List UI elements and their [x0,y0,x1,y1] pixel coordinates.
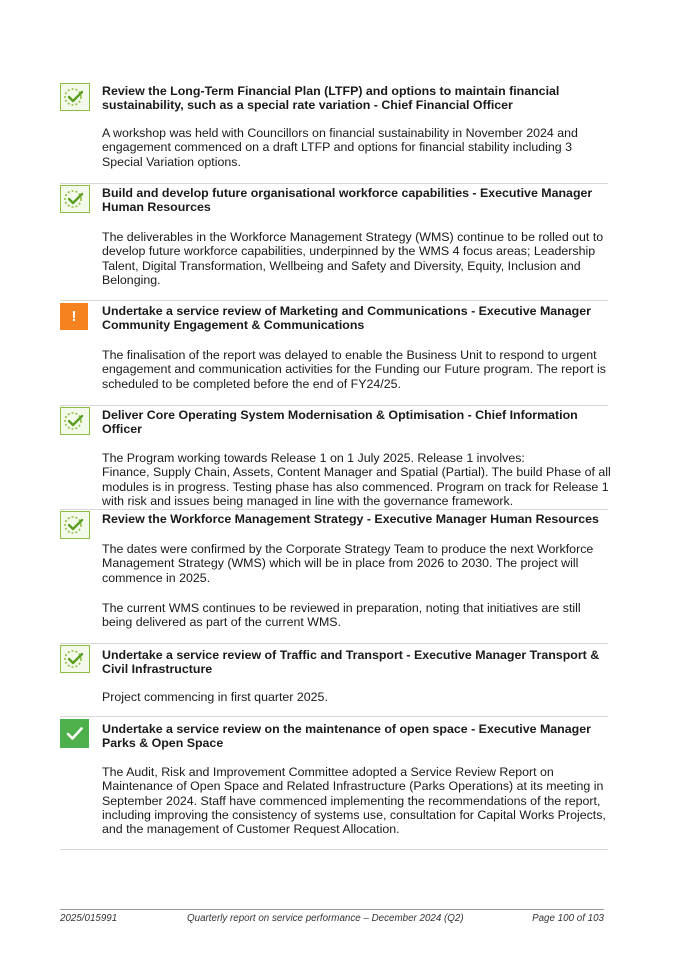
description-paragraph: A workshop was held with Councillors on financial sustainability in November 2024 and engagement commenced on a draft LTFP and options for financial stability including 3 Special Variation options. [102,126,578,169]
divider [60,643,608,644]
action-title: Deliver Core Operating System Modernisation & Optimisation - Chief Information Officer [102,408,578,436]
in-progress-check-icon [60,407,90,435]
divider [60,716,608,717]
description-paragraph: Finance, Supply Chain, Assets, Content Manager and Spatial (Partial). The build Phase of all modules is in progress. Testing phase has also commenced. Program on track for Release 1 with risk and issues being managed in line with the governance framework. [102,465,611,508]
action-title: Review the Workforce Management Strategy - Executive Manager Human Resources [102,512,599,526]
footer-page-number: Page 100 of 103 [532,913,604,924]
divider [60,183,608,184]
description-paragraph: The finalisation of the report was delayed to enable the Business Unit to respond to urgent engagement and communication activities for the Funding our Future program. The report is scheduled to be completed before the end of FY24/25. [102,348,606,391]
action-description [102,690,614,704]
action-description [102,126,614,169]
in-progress-check-icon [60,511,90,539]
action-description [102,765,614,836]
action-description [102,451,614,508]
complete-check-icon [60,719,89,748]
action-title: Undertake a service review of Traffic and Transport - Executive Manager Transport & Civil Infrastructure [102,648,600,676]
warning-icon-glyph: ! [71,308,77,325]
in-progress-check-icon [60,83,90,111]
divider [60,300,608,301]
divider [60,405,608,406]
action-title: Review the Long-Term Financial Plan (LTFP) and options to maintain financial sustainability, such as a special rate variation - Chief Financial Officer [102,84,560,112]
action-title: Build and develop future organisational workforce capabilities - Executive Manager Human Resources [102,186,593,214]
page-footer [60,909,604,924]
footer-doc-number: 2025/015991 [60,913,118,924]
footer-report-title: Quarterly report on service performance – December 2024 (Q2) [187,913,464,924]
description-paragraph: The deliverables in the Workforce Management Strategy (WMS) continue to be rolled out to develop future workforce capabilities, underpinned by the WMS 4 focus areas; Leadership Talent, Digital Transformation, Wellbeing and Safety and Diversity, Equity, Inclusion and Belonging. [102,230,604,287]
action-title: Undertake a service review of Marketing and Communications - Executive Manager Community Engagement & Communications [102,304,591,332]
description-paragraph: The Audit, Risk and Improvement Committee adopted a Service Review Report on Maintenance of Open Space and Related Infrastructure (Parks Operations) at its meeting in September 2024. Staff have commenced implementing the recommendations of the report, including improving the consistency of systems use, consultation for Capital Works Projects, and the management of Customer Request Allocation. [102,765,606,837]
in-progress-check-icon [60,645,90,673]
divider [60,849,608,850]
description-paragraph: The Program working towards Release 1 on 1 July 2025. Release 1 involves: [102,451,525,465]
warning-icon [60,303,88,330]
description-paragraph: The dates were confirmed by the Corporate Strategy Team to produce the next Workforce Management Strategy (WMS) which will be in place from 2026 to 2030. The project will commence in 2025. [102,542,594,585]
description-paragraph: Project commencing in first quarter 2025. [102,690,328,704]
in-progress-check-icon [60,185,90,213]
action-title: Undertake a service review on the maintenance of open space - Executive Manager Parks & Open Space [102,722,591,750]
divider [60,509,608,510]
action-description [102,230,614,287]
description-paragraph: The current WMS continues to be reviewed in preparation, noting that initiatives are still being delivered as part of the current WMS. [102,600,581,630]
action-description [102,542,614,629]
action-description [102,348,614,391]
